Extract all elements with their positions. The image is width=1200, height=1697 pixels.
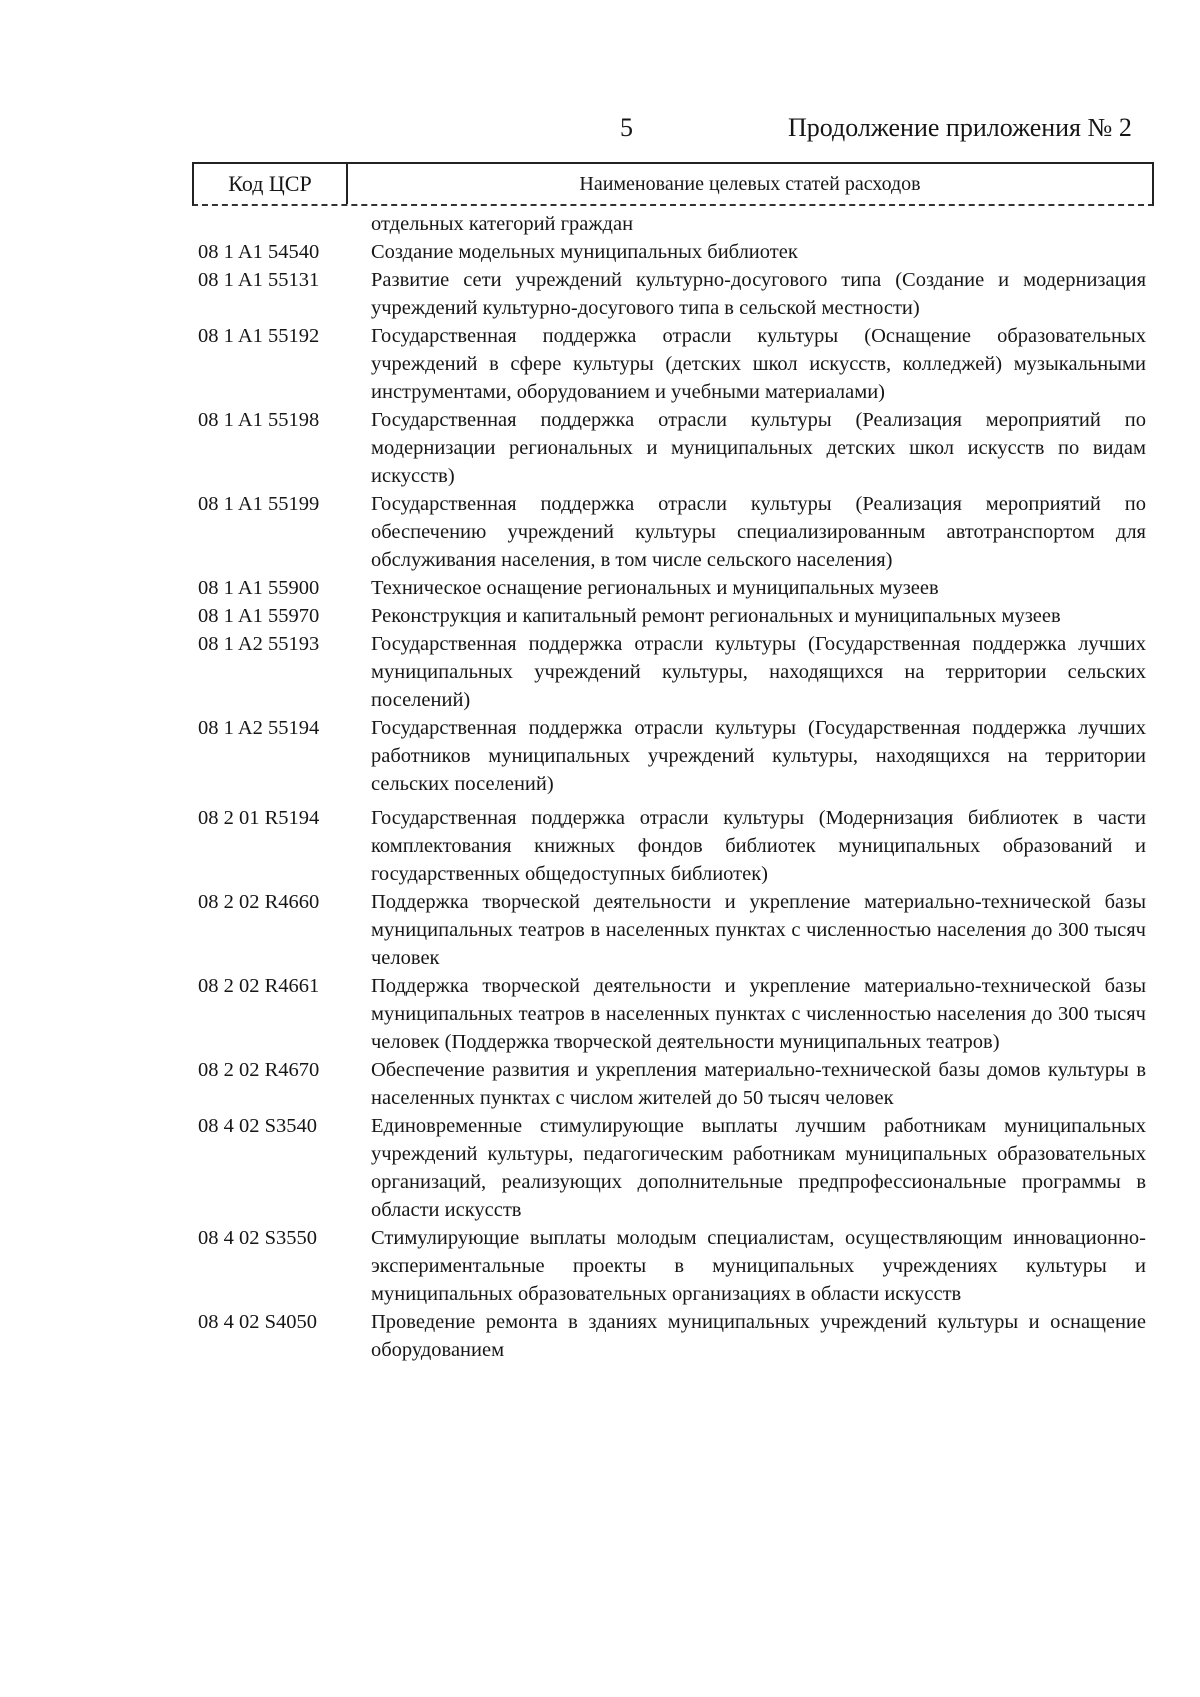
row-code: 08 1 A1 55192 xyxy=(198,325,320,347)
table-row xyxy=(198,490,1158,574)
expense-articles-table xyxy=(198,210,1158,1364)
row-code: 08 1 A2 55193 xyxy=(198,633,320,655)
appendix-continuation-label: Продолжение приложения № 2 xyxy=(788,113,1132,142)
page-number: 5 xyxy=(620,113,633,142)
row-name: Государственная поддержка отрасли культуры (Оснащение образовательных учреждений в сфере культуры (детских школ искусств, колледжей) музыкальными инструментами, оборудованием и учебными материалами) xyxy=(371,325,1146,403)
table-row xyxy=(198,888,1158,972)
row-name: Реконструкция и капитальный ремонт региональных и муниципальных музеев xyxy=(371,605,1061,627)
row-name: Создание модельных муниципальных библиотек xyxy=(371,241,798,263)
column-header-code: Код ЦСР xyxy=(194,164,348,204)
table-row xyxy=(198,406,1158,490)
row-name: Государственная поддержка отрасли культуры (Реализация мероприятий по обеспечению учреждений культуры специализированным автотранспортом для обслуживания населения, в том числе сельского населения) xyxy=(371,493,1146,571)
table-row xyxy=(198,804,1158,888)
row-name: Проведение ремонта в зданиях муниципальных учреждений культуры и оснащение оборудованием xyxy=(371,1311,1146,1361)
row-name: Государственная поддержка отрасли культуры (Модернизация библиотек в части комплектования книжных фондов библиотек муниципальных образований и государственных общедоступных библиотек) xyxy=(371,807,1146,885)
table-row xyxy=(198,238,1158,266)
table-header xyxy=(192,162,1154,206)
table-row xyxy=(198,1308,1158,1364)
table-row xyxy=(198,322,1158,406)
row-code: 08 1 A1 54540 xyxy=(198,241,320,263)
table-row xyxy=(198,1224,1158,1308)
continued-row-text: отдельных категорий граждан xyxy=(371,213,634,235)
table-row xyxy=(198,1112,1158,1224)
row-name: Стимулирующие выплаты молодым специалистам, осуществляющим инновационно-экспериментальные проекты в муниципальных учреждениях культуры и муниципальных образовательных организациях в области искусств xyxy=(371,1227,1146,1305)
row-name: Единовременные стимулирующие выплаты лучшим работникам муниципальных учреждений культуры, педагогическим работникам муниципальных образовательных организаций, реализующих дополнительные предпрофессиональные программы в области искусств xyxy=(371,1115,1146,1221)
row-code: 08 1 A1 55198 xyxy=(198,409,320,431)
row-code: 08 1 A2 55194 xyxy=(198,717,320,739)
row-code: 08 1 A1 55900 xyxy=(198,577,320,599)
row-name: Техническое оснащение региональных и муниципальных музеев xyxy=(371,577,939,599)
row-code: 08 4 02 S3540 xyxy=(198,1115,318,1137)
row-code: 08 4 02 S4050 xyxy=(198,1311,318,1333)
table-row xyxy=(198,574,1158,602)
row-code: 08 2 01 R5194 xyxy=(198,807,320,829)
row-name: Государственная поддержка отрасли культуры (Государственная поддержка лучших работников муниципальных учреждений культуры, находящихся на территории сельских поселений) xyxy=(371,717,1146,795)
table-row xyxy=(198,630,1158,714)
column-header-name: Наименование целевых статей расходов xyxy=(579,172,921,195)
table-row xyxy=(198,972,1158,1056)
table-row xyxy=(198,714,1158,798)
row-name: Поддержка творческой деятельности и укрепление материально-технической базы муниципальных театров в населенных пунктах с численностью населения до 300 тысяч человек (Поддержка творческой деятельности муниципальных театров) xyxy=(371,975,1146,1053)
row-code: 08 2 02 R4660 xyxy=(198,891,320,913)
row-name: Государственная поддержка отрасли культуры (Реализация мероприятий по модернизации региональных и муниципальных детских школ искусств по видам искусств) xyxy=(371,409,1146,487)
row-name: Поддержка творческой деятельности и укрепление материально-технической базы муниципальных театров в населенных пунктах с численностью населения до 300 тысяч человек xyxy=(371,891,1146,969)
row-code: 08 1 A1 55199 xyxy=(198,493,320,515)
row-code: 08 4 02 S3550 xyxy=(198,1227,318,1249)
row-code: 08 2 02 R4670 xyxy=(198,1059,320,1081)
row-code: 08 1 A1 55970 xyxy=(198,605,320,627)
row-name: Обеспечение развития и укрепления материально-технической базы домов культуры в населенных пунктах с числом жителей до 50 тысяч человек xyxy=(371,1059,1146,1109)
table-row xyxy=(198,266,1158,322)
row-name: Развитие сети учреждений культурно-досугового типа (Создание и модернизация учреждений культурно-досугового типа в сельской местности) xyxy=(371,269,1146,319)
row-code: 08 1 A1 55131 xyxy=(198,269,320,291)
table-row xyxy=(198,602,1158,630)
table-row xyxy=(198,1056,1158,1112)
row-name: Государственная поддержка отрасли культуры (Государственная поддержка лучших муниципальных учреждений культуры, находящихся на территории сельских поселений) xyxy=(371,633,1146,711)
row-code: 08 2 02 R4661 xyxy=(198,975,320,997)
